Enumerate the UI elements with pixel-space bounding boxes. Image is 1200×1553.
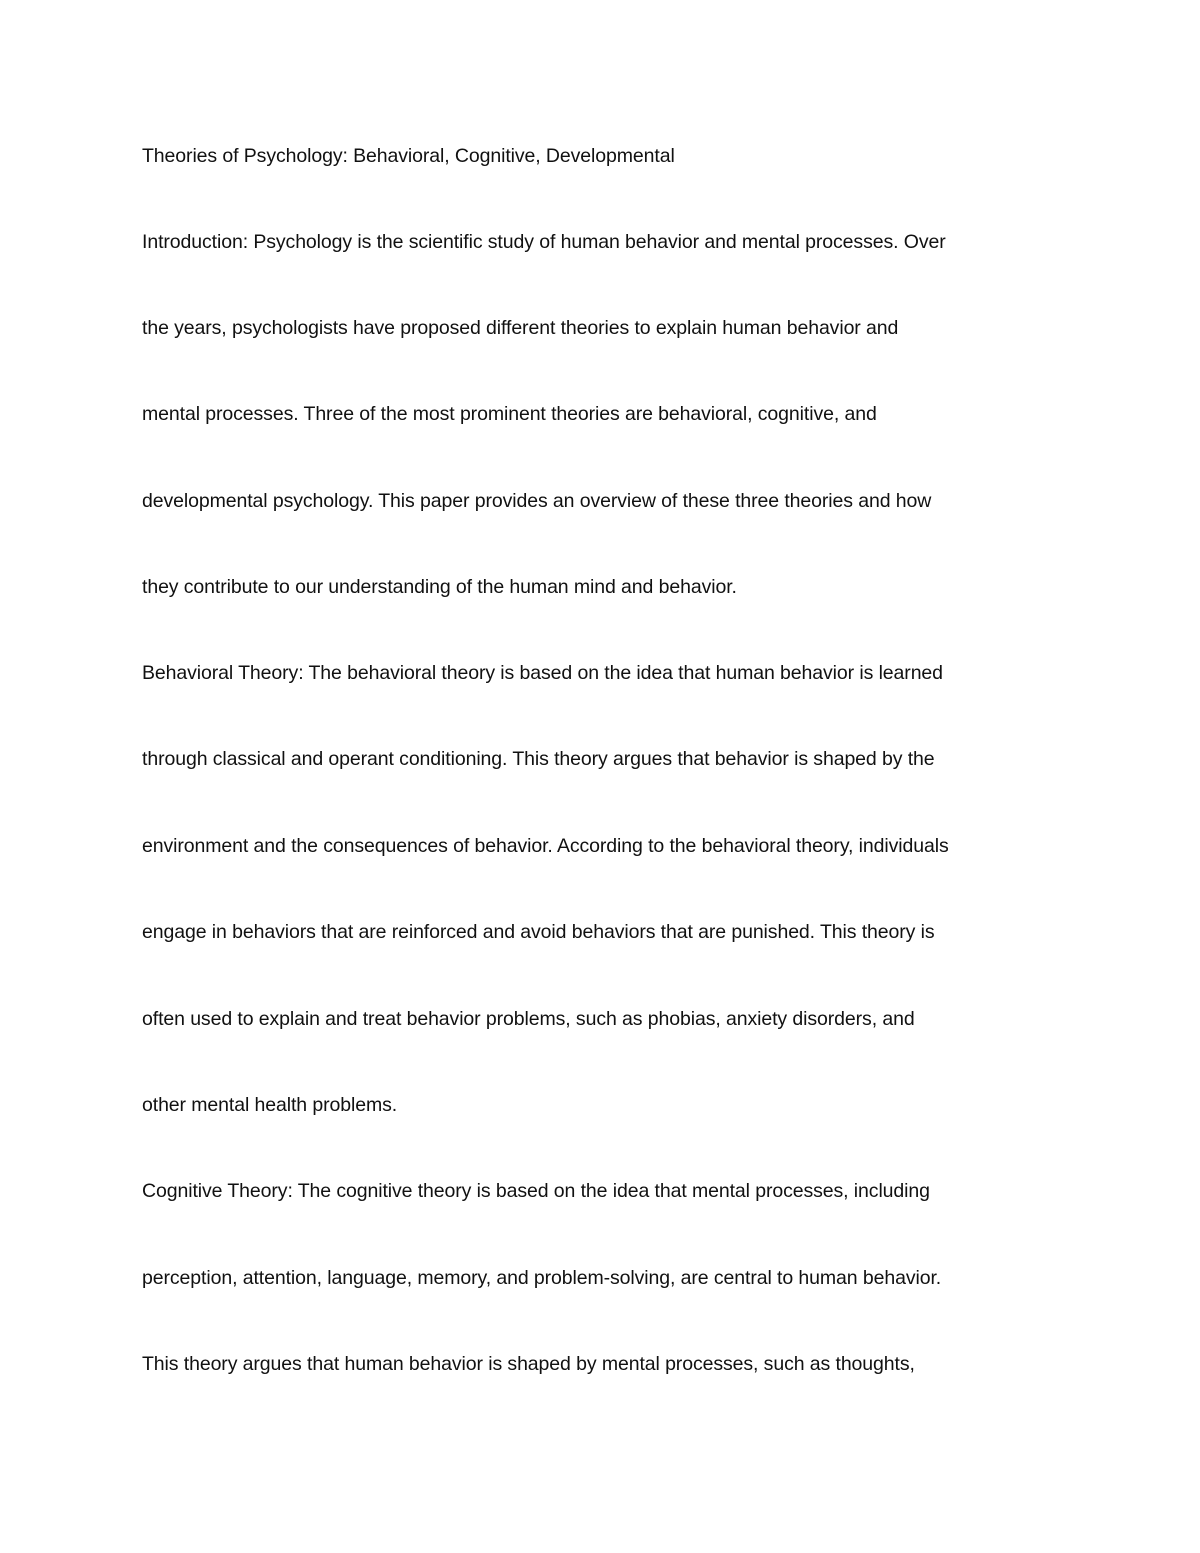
intro-line-3: mental processes. Three of the most prominent theories are behavioral, cognitive, and bbox=[142, 403, 877, 425]
intro-line-4: developmental psychology. This paper provides an overview of these three theories and how bbox=[142, 490, 932, 512]
behavioral-line-6: other mental health problems. bbox=[142, 1094, 398, 1116]
intro-line-1: Introduction: Psychology is the scientific study of human behavior and mental processes. Over bbox=[142, 231, 946, 253]
behavioral-line-1: Behavioral Theory: The behavioral theory is based on the idea that human behavior is learned bbox=[142, 662, 943, 684]
intro-line-5: they contribute to our understanding of the human mind and behavior. bbox=[142, 576, 737, 598]
document-title: Theories of Psychology: Behavioral, Cognitive, Developmental bbox=[142, 145, 675, 167]
behavioral-line-4: engage in behaviors that are reinforced and avoid behaviors that are punished. This theory is bbox=[142, 921, 935, 943]
behavioral-line-3: environment and the consequences of behavior. According to the behavioral theory, individuals bbox=[142, 835, 949, 857]
cognitive-line-2: perception, attention, language, memory, and problem-solving, are central to human behavior. bbox=[142, 1267, 942, 1289]
cognitive-line-3: This theory argues that human behavior is shaped by mental processes, such as thoughts, bbox=[142, 1353, 915, 1375]
cognitive-line-1: Cognitive Theory: The cognitive theory is based on the idea that mental processes, including bbox=[142, 1180, 930, 1202]
behavioral-line-5: often used to explain and treat behavior problems, such as phobias, anxiety disorders, and bbox=[142, 1008, 915, 1030]
behavioral-line-2: through classical and operant conditioning. This theory argues that behavior is shaped by the bbox=[142, 748, 935, 770]
intro-line-2: the years, psychologists have proposed different theories to explain human behavior and bbox=[142, 317, 899, 339]
